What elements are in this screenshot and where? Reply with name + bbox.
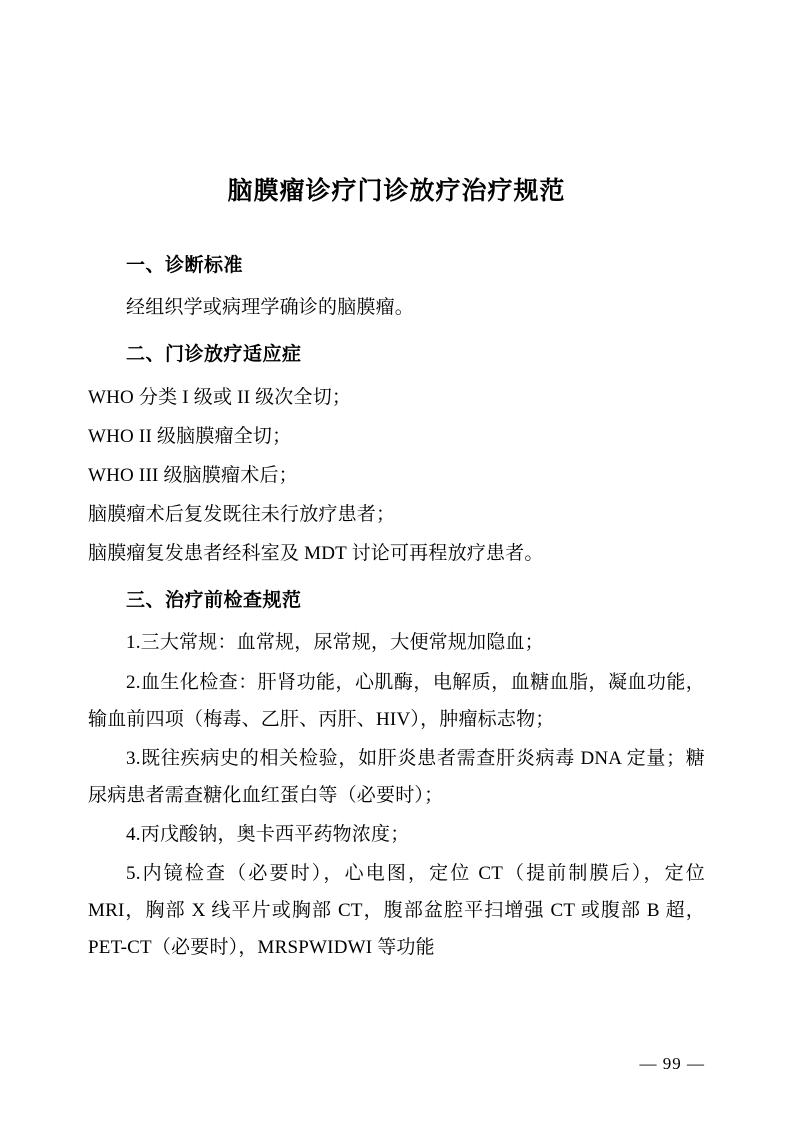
section-3-item-1: 1.三大常规：血常规，尿常规，大便常规加隐血； (126, 632, 544, 654)
section-2-paragraph-2: WHO II 级脑膜瘤全切； (88, 425, 292, 447)
section-2-paragraph-3: WHO III 级脑膜瘤术后； (88, 464, 298, 486)
page-title: 脑膜瘤诊疗门诊放疗治疗规范 (227, 178, 566, 205)
section-2-paragraph-1: WHO 分类 I 级或 II 级次全切； (88, 386, 352, 408)
section-heading-1: 一、诊断标准 (126, 255, 244, 276)
section-heading-2: 二、门诊放疗适应症 (126, 344, 302, 366)
section-3-item-5: 5.内镜检查（必要时），心电图，定位 CT（提前制膜后），定位 MRI，胸部 X 线平片或胸部 CT，腹部盆腔平扫增强 CT 或腹部 B 超，PET-CT（必要时），MRSPWIDWI 等功能 (88, 862, 705, 958)
section-2-paragraph-5: 脑膜瘤复发患者经科室及 MDT 讨论可再程放疗患者。 (88, 543, 544, 565)
section-3-item-4: 4.丙戊酸钠，奥卡西平药物浓度； (126, 823, 410, 845)
section-heading-3: 三、治疗前检查规范 (126, 590, 302, 612)
section-3-item-3: 3.既往疾病史的相关检验，如肝炎患者需查肝炎病毒 DNA 定量；糖尿病患者需查糖化血红蛋白等（必要时）； (88, 747, 705, 806)
section-2-paragraph-4: 脑膜瘤术后复发既往未行放疗患者； (88, 503, 396, 525)
section-1-paragraph-1: 经组织学或病理学确诊的脑膜瘤。 (126, 297, 415, 319)
section-3-item-2: 2.血生化检查：肝肾功能，心肌酶，电解质，血糖血脂，凝血功能，输血前四项（梅毒、乙肝、丙肝、HIV），肿瘤标志物； (88, 671, 705, 730)
page-number: — 99 — (639, 1054, 705, 1073)
